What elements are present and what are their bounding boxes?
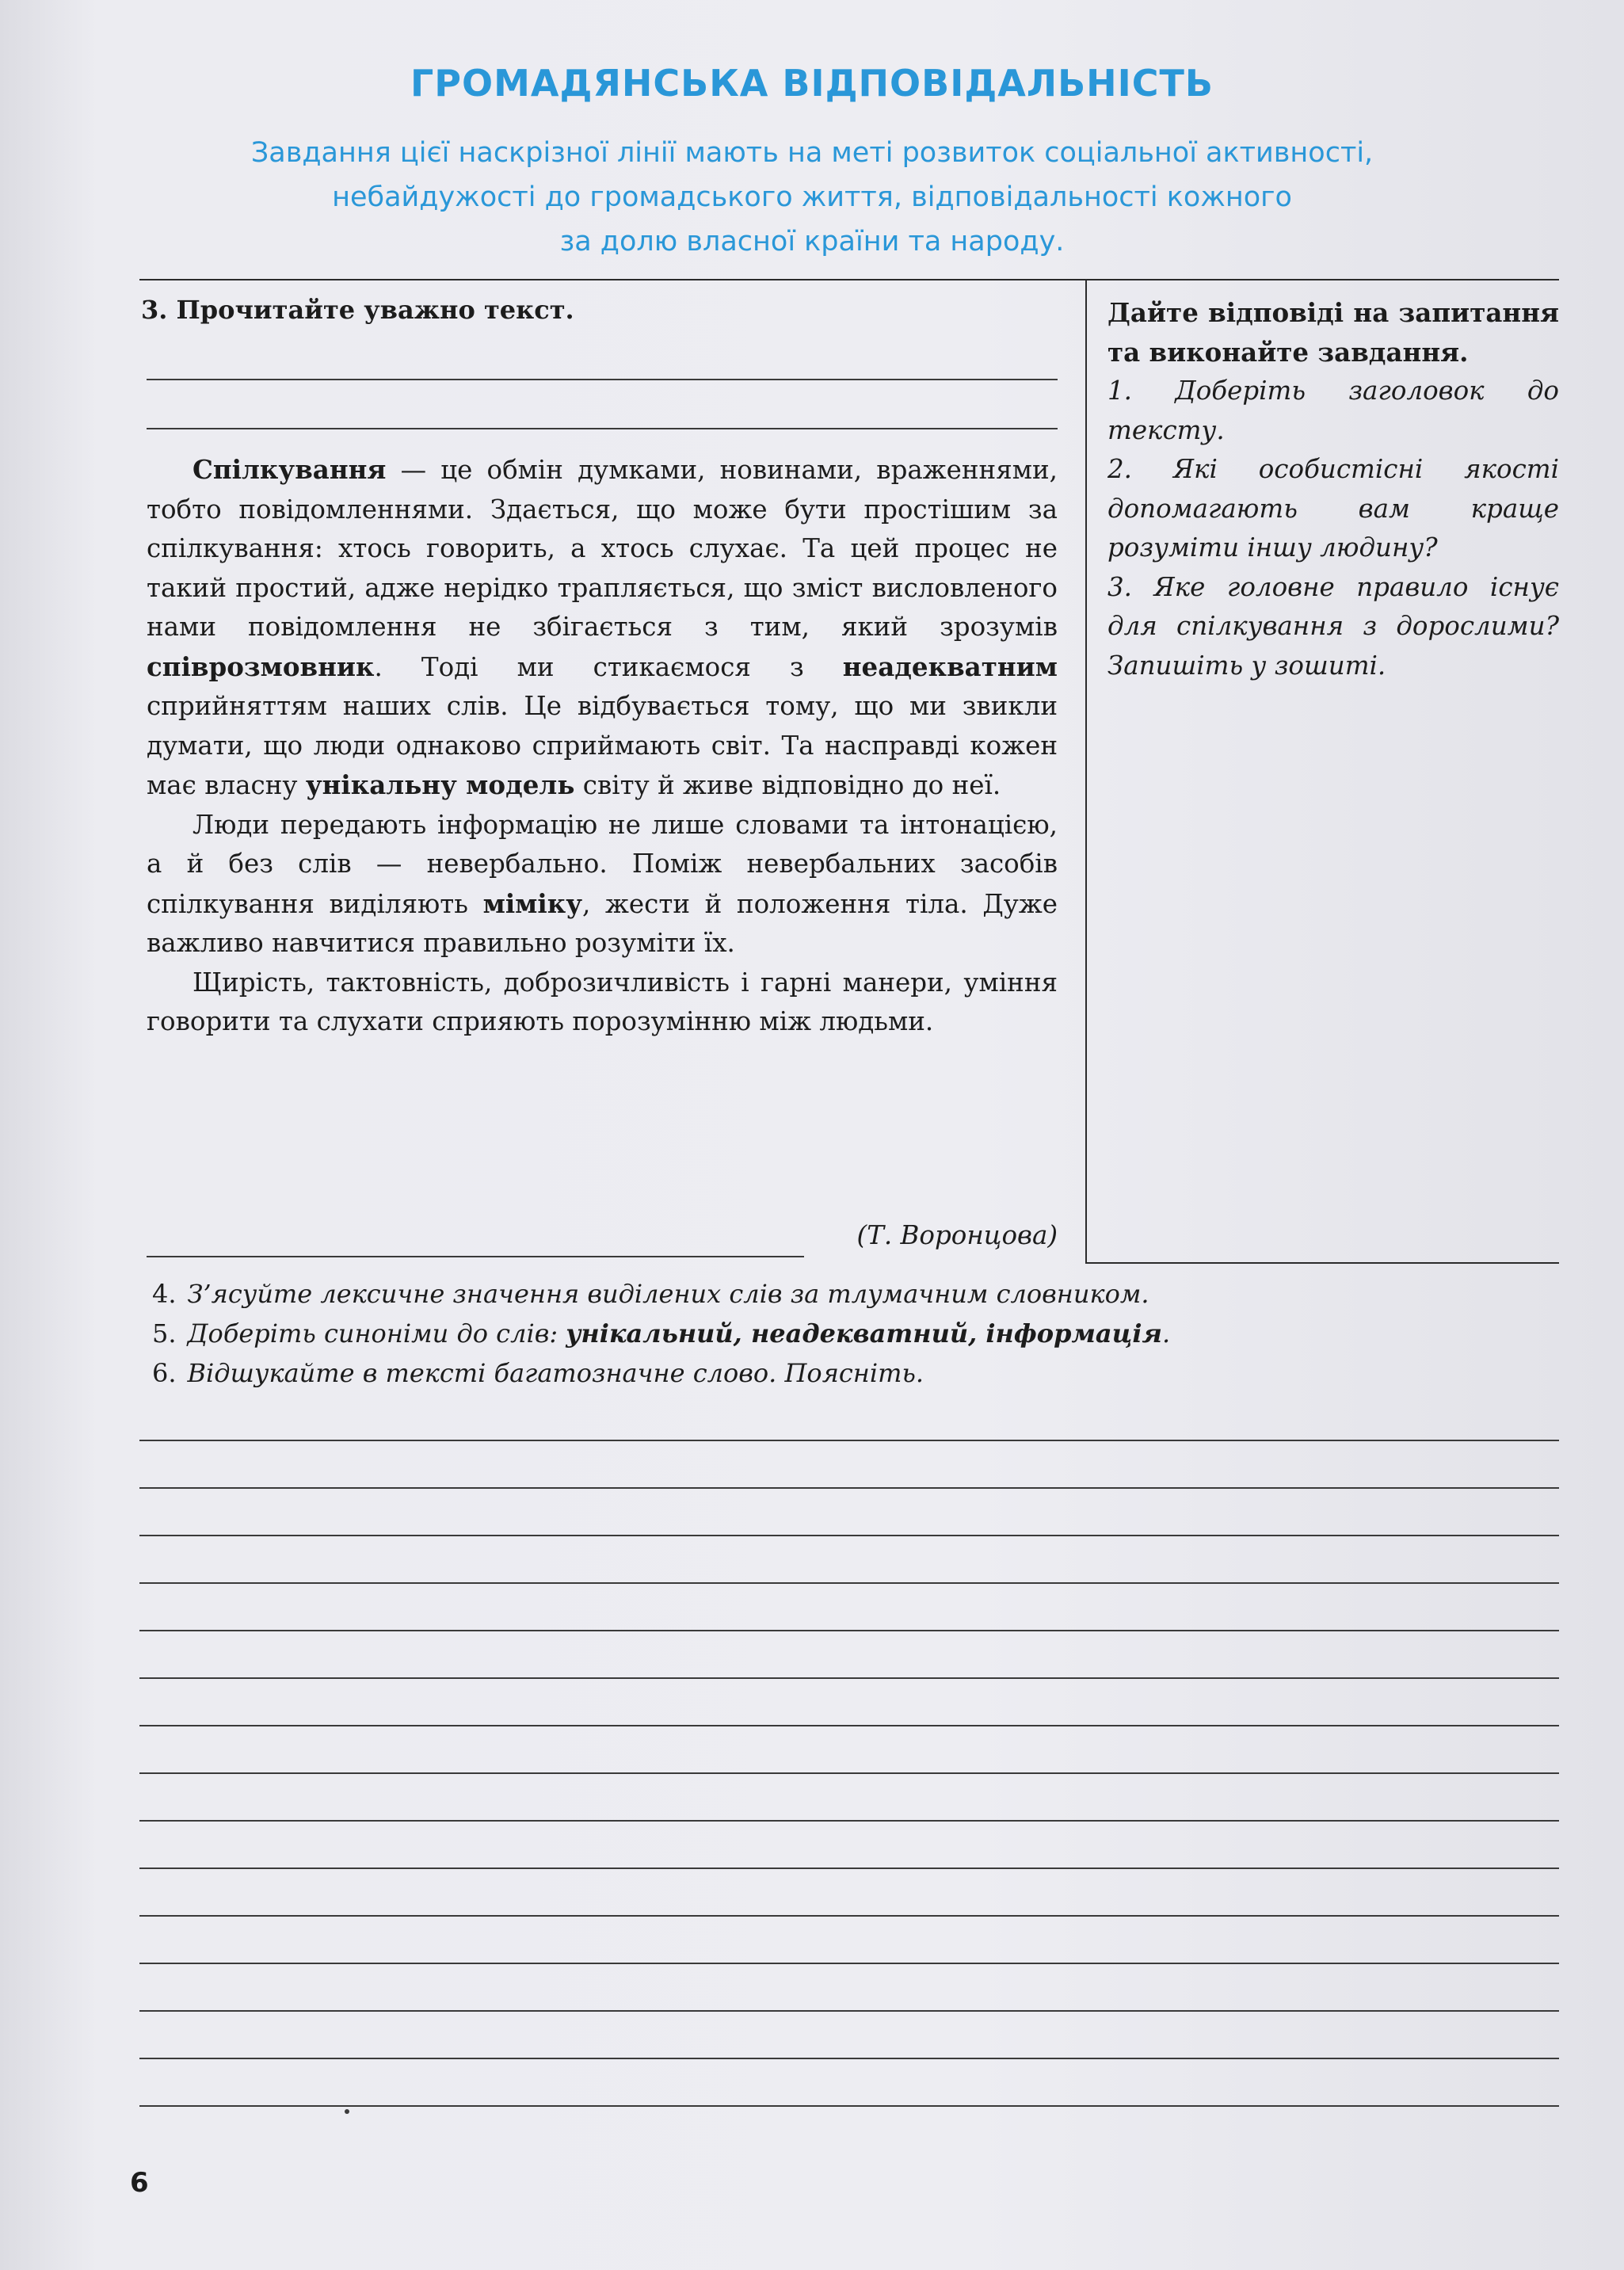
top-rule [139, 279, 1559, 280]
writing-line[interactable] [139, 1440, 1559, 1441]
writing-line[interactable] [139, 2105, 1559, 2107]
writing-line[interactable] [139, 1630, 1559, 1631]
column-divider [1085, 279, 1087, 1263]
questions-intro: Дайте відповіді на запитання та виконайте завдання. [1107, 297, 1559, 368]
task-6: 6. Відшукайте в тексті багатозначне слово. Поясніть. [152, 1358, 924, 1388]
writing-line[interactable] [139, 2058, 1559, 2059]
passage-paragraph: Спілкування — це обмін думками, новинами, враженнями, тобто повідомленнями. Здається, що може бути простішим за спілкування: хтось говорить, а хтось слухає. Та цей процес не такий простий, адже нерідко трапляється, що зміст висловленого нами повідомлення не збігається з тим, який зрозумів співрозмовник. Тоді ми стикаємося з неадекватним сприйняттям наших слів. Це відбувається тому, що ми звикли думати, що люди однаково сприймають світ. Та насправді кожен має власну унікальну модель світу й живе відповідно до неї. [147, 454, 1058, 800]
question-item: 2. Які особистісні якості допомагають вам краще розуміти іншу людину? [1107, 454, 1559, 563]
task-5-words: унікальний, неадекватний, інформація [566, 1318, 1162, 1349]
section-subtitle: Завдання цієї наскрізної лінії мають на меті розвиток соціальної активності, небайдужості до громадського життя, відповідальності кожного за долю власної країни та народу. [250, 137, 1374, 258]
answer-line[interactable] [147, 1256, 804, 1257]
writing-line[interactable] [139, 1868, 1559, 1869]
term-neadekvatnym: неадекватним [842, 650, 1058, 682]
writing-line[interactable] [139, 1915, 1559, 1917]
writing-line[interactable] [139, 2010, 1559, 2012]
writing-line[interactable] [139, 1725, 1559, 1726]
writing-line[interactable] [139, 1487, 1559, 1489]
writing-line[interactable] [139, 1582, 1559, 1584]
writing-line[interactable] [139, 1820, 1559, 1822]
question-item: 3. Яке головне правило існує для спілкування з дорослими? Запишіть у зошиті. [1107, 571, 1559, 681]
writing-line[interactable] [139, 1772, 1559, 1774]
writing-line[interactable] [139, 1677, 1559, 1679]
pen-dot [345, 2109, 349, 2114]
question-item: 1. Доберіть заголовок до тексту. [1107, 376, 1559, 445]
task-3-heading: 3. Прочитайте уважно текст. [141, 295, 574, 325]
passage-author: (Т. Воронцова) [856, 1220, 1058, 1250]
writing-line[interactable] [139, 1963, 1559, 1964]
questions-column [1107, 293, 1559, 685]
task-4: 4. З’ясуйте лексичне значення виділених слів за тлумачним словником. [152, 1279, 1149, 1309]
box-bottom-rule [1085, 1262, 1559, 1264]
page-number: 6 [130, 2167, 149, 2199]
answer-line[interactable] [147, 428, 1058, 429]
term-mimiku: міміку [482, 887, 583, 919]
section-title: ГРОМАДЯНСЬКА ВІДПОВІДАЛЬНІСТЬ [410, 62, 1214, 105]
writing-line[interactable] [139, 1535, 1559, 1536]
term-spilkuvannia: Спілкування [193, 454, 387, 485]
passage-paragraph: Щирість, тактовність, доброзичливість і гарні манери, уміння говорити та слухати сприяють порозумінню між людьми. [147, 967, 1058, 1036]
reading-passage [147, 450, 1058, 1042]
term-unikalnu-model: унікальну модель [305, 769, 575, 800]
term-spivrozmovnyk: співрозмовник [147, 650, 375, 682]
passage-paragraph: Люди передають інформацію не лише словами та інтонацією, а й без слів — невербально. Поміж невербальних засобів спілкування виділяють міміку, жести й положення тіла. Дуже важливо навчитися правильно розуміти їх. [147, 809, 1058, 958]
task-5: 5. Доберіть синоніми до слів: унікальний, неадекватний, інформація. [152, 1318, 1171, 1349]
answer-line[interactable] [147, 379, 1058, 380]
tasks-list [152, 1274, 1578, 1393]
